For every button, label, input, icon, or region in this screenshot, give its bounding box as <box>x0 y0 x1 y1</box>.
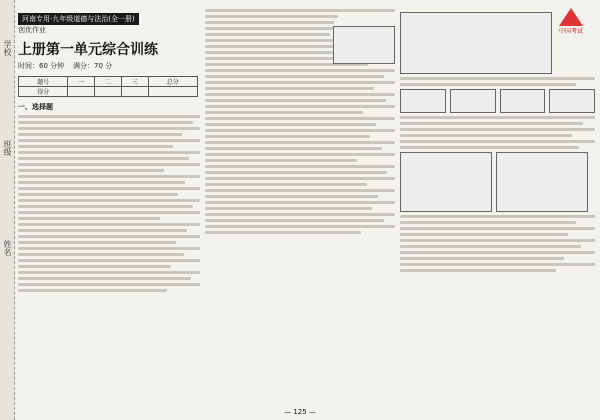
score-cell <box>148 87 198 97</box>
score-cell <box>95 87 122 97</box>
question-body-placeholder <box>400 215 595 272</box>
page-title: 上册第一单元综合训练 <box>18 42 158 58</box>
score-cell: 得分 <box>19 87 68 97</box>
bar-chart-figure <box>400 152 492 212</box>
score-cell: 三 <box>121 77 148 87</box>
cartoon-figure <box>333 26 395 64</box>
logo-triangle-icon <box>559 8 583 26</box>
page-number: — 125 — <box>284 408 316 416</box>
question-body-placeholder <box>18 115 200 292</box>
brand-label: 创优作业 <box>18 26 46 34</box>
news-table-figure <box>400 12 552 74</box>
score-cell <box>121 87 148 97</box>
question-body-placeholder <box>400 77 595 86</box>
margin-label: 学校 <box>3 40 12 56</box>
option-image <box>450 89 496 113</box>
column-right <box>400 6 595 406</box>
margin-label: 姓名 <box>3 240 12 256</box>
binding-margin <box>0 0 15 420</box>
series-tag: 河南专用·九年级道德与法治(全一册) <box>18 13 139 25</box>
time-label: 时间：60 分钟 <box>18 62 65 70</box>
score-cell <box>68 87 95 97</box>
chart-figures <box>400 152 595 212</box>
score-cell: 题号 <box>19 77 68 87</box>
score-cell: 一 <box>68 77 95 87</box>
question-body-placeholder <box>400 116 595 149</box>
image-options <box>400 89 595 113</box>
score-table <box>18 76 198 97</box>
publisher-logo <box>551 8 591 36</box>
bar-chart-figure <box>496 152 588 212</box>
margin-label: 班级 <box>3 140 12 156</box>
logo-text: 中国考试 <box>558 28 583 35</box>
column-left <box>18 6 200 406</box>
score-cell: 二 <box>95 77 122 87</box>
option-image <box>400 89 446 113</box>
score-label: 满分：70 分 <box>73 62 113 70</box>
section-heading: 一、选择题 <box>18 103 53 111</box>
option-image <box>500 89 546 113</box>
score-cell: 总分 <box>148 77 198 87</box>
column-middle <box>205 6 395 406</box>
option-image <box>549 89 595 113</box>
